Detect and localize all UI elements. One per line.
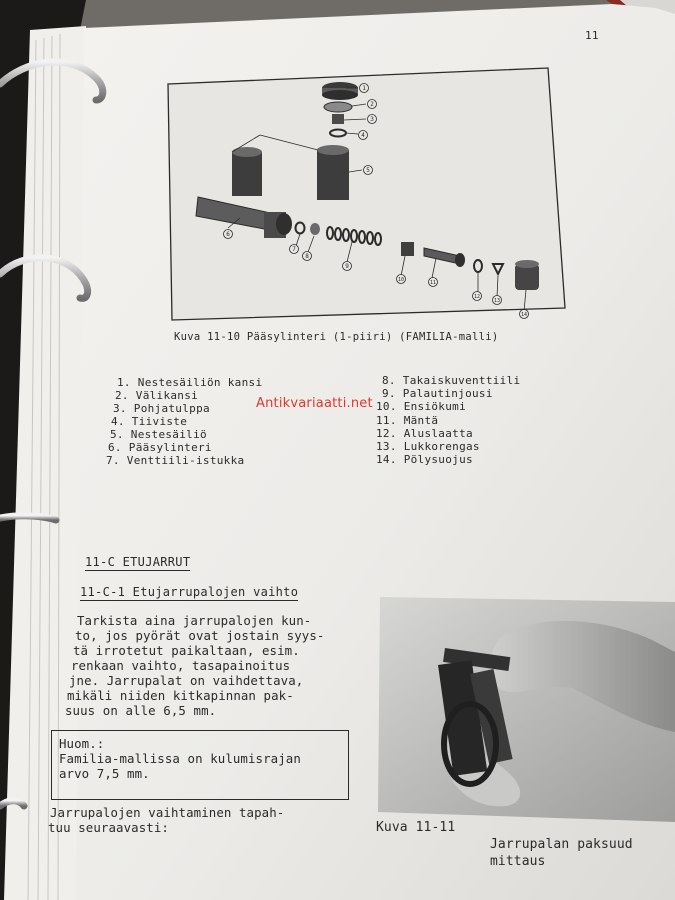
subsection-heading: 11-C-1 Etujarrupalojen vaihto <box>80 585 299 599</box>
closing-line: tuu seuraavasti: <box>48 820 169 835</box>
paragraph-line: jne. Jarrupalat on vaihdettava, <box>69 673 304 688</box>
figure-11-10-diagram <box>168 68 565 320</box>
note-line: arvo 7,5 mm. <box>59 766 150 781</box>
paragraph-line: suus on alle 6,5 mm. <box>65 703 217 718</box>
callout-6: 6 <box>226 231 230 238</box>
page-number: 11 <box>585 29 599 42</box>
callout-13: 13 <box>493 298 501 304</box>
callout-7: 7 <box>292 246 296 253</box>
paragraph-line: tä irrotetut paikaltaan, esim. <box>73 643 300 658</box>
figure-11-10-caption: Kuva 11-10 Pääsylinteri (1-piiri) (FAMILIA-malli) <box>174 331 499 343</box>
part-item: 5. Nestesäiliö <box>110 428 207 441</box>
callout-10: 10 <box>397 277 405 283</box>
note-line: Familia-mallissa on kulumisrajan <box>59 751 301 766</box>
part-item: 4. Tiiviste <box>111 415 188 428</box>
part-item: 7. Venttiili-istukka <box>106 454 245 467</box>
callout-5: 5 <box>366 167 370 174</box>
paragraph-line: mikäli niiden kitkapinnan pak- <box>67 688 294 703</box>
callout-8: 8 <box>305 253 309 260</box>
watermark-text: Antikvariaatti.net <box>256 396 373 411</box>
figure-11-11-label: Kuva 11-11 <box>376 820 456 835</box>
part-item: 3. Pohjatulppa <box>113 402 210 415</box>
callout-9: 9 <box>345 263 349 270</box>
part-item: 1. Nestesäiliön kansi <box>117 376 263 389</box>
note-title: Huom.: <box>59 736 105 751</box>
section-heading: 11-C ETUJARRUT <box>85 555 191 569</box>
part-item: 9. Palautinjousi <box>382 387 493 400</box>
note-box <box>51 730 349 800</box>
callout-4: 4 <box>361 132 365 139</box>
part-item: 2. Välikansi <box>115 389 199 402</box>
part-item: 14. Pölysuojus <box>376 453 473 466</box>
figure-11-11-caption-line: Jarrupalan paksuud <box>490 837 633 852</box>
part-item: 8. Takaiskuventtiili <box>382 374 521 387</box>
callout-11: 11 <box>429 280 437 286</box>
part-item: 13. Lukkorengas <box>376 440 480 453</box>
paragraph-line: to, jos pyörät ovat jostain syys- <box>75 628 325 643</box>
paragraph-line: Tarkista aina jarrupalojen kun- <box>77 613 312 628</box>
closing-line: Jarrupalojen vaihtaminen tapah- <box>50 805 285 820</box>
paragraph-line: renkaan vaihto, tasapainoitus <box>71 658 291 673</box>
figure-11-11-caption-line: mittaus <box>490 854 546 869</box>
callout-1: 1 <box>362 85 366 92</box>
part-item: 6. Pääsylinteri <box>108 441 212 454</box>
part-item: 10. Ensiökumi <box>376 400 466 413</box>
callout-3: 3 <box>370 116 374 123</box>
callout-14: 14 <box>520 312 528 318</box>
callout-12: 12 <box>473 294 481 300</box>
part-item: 11. Mäntä <box>376 414 439 427</box>
figure-11-11-photo <box>378 597 675 822</box>
callout-2: 2 <box>370 101 374 108</box>
part-item: 12. Aluslaatta <box>376 427 473 440</box>
